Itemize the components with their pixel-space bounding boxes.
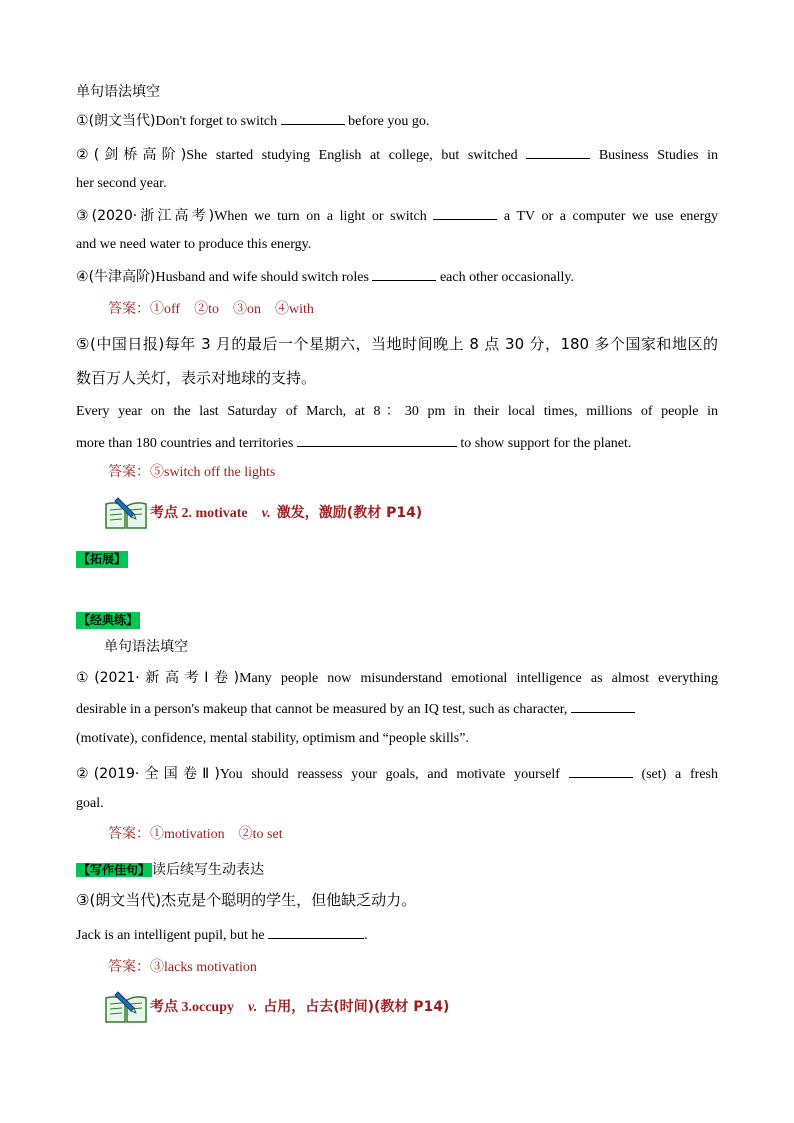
fill-blank[interactable] <box>297 432 457 447</box>
q-text: Don't forget to switch <box>155 114 281 129</box>
fill-blank[interactable] <box>372 266 436 281</box>
q-text: to show support for the planet. <box>456 436 632 451</box>
question-1 <box>76 110 718 132</box>
kaodian-title <box>150 502 422 522</box>
question-2-2 <box>76 763 718 785</box>
q-text: more than 180 countries and territories <box>76 436 297 451</box>
question-2-1 <box>76 668 718 689</box>
q-text: (set) a fresh <box>632 767 718 782</box>
q-text: You should reassess your goals, and motivate yourself <box>219 767 569 782</box>
q-text: each other occasionally. <box>436 270 574 285</box>
q-num: ⑤ <box>76 335 90 353</box>
q-text: She started studying English at college, but switched <box>186 148 527 163</box>
question-w3-zh <box>76 890 718 910</box>
q-source: (朗文当代) <box>88 113 156 129</box>
q-num: ① <box>76 671 95 686</box>
q-source: (朗文当代) <box>89 891 162 909</box>
question-2-2-cont: goal. <box>76 796 104 811</box>
q-text: When we turn on a light or switch <box>214 209 434 224</box>
q-num: ② <box>76 767 94 782</box>
q-num: ③ <box>76 209 92 224</box>
question-2-1-cont <box>76 698 718 720</box>
fill-blank[interactable] <box>433 205 497 220</box>
question-2 <box>76 144 718 166</box>
fill-blank[interactable] <box>526 144 590 159</box>
kaodian-meaning: 占用，占去(时间)(教材 P14) <box>263 999 450 1015</box>
q-source: (2019·全国卷Ⅱ) <box>93 766 220 782</box>
kaodian-meaning: 激发，激励(教材 P14) <box>276 505 423 521</box>
q-num: ③ <box>76 891 90 909</box>
fill-blank[interactable] <box>571 698 635 713</box>
q-text: 杰克是个聪明的学生，但他缺乏动力。 <box>161 891 417 909</box>
q-text: Husband and wife should switch roles <box>155 270 373 285</box>
q-num: ④ <box>76 270 89 285</box>
kaodian-word: 考点 2. motivate <box>150 506 248 521</box>
q-text: a TV or a computer we use energy <box>497 209 718 224</box>
question-w3-en <box>76 924 718 946</box>
answer-line: 答案：①motivation ②to set <box>108 827 283 842</box>
answer-line: 答案：①off ②to ③on ④with <box>108 302 314 317</box>
q-source: (中国日报) <box>89 335 165 353</box>
writing-heading <box>76 860 718 881</box>
answer-line: 答案：⑤switch off the lights <box>108 465 276 480</box>
answer-line: 答案：③lacks motivation <box>108 960 257 975</box>
q-num: ① <box>76 114 89 129</box>
q-text: before you go. <box>344 114 430 129</box>
q-text: 每年 3 月的最后一个星期六，当地时间晚上 8 点 30 分，180 多个国家和地区的 <box>164 335 718 353</box>
question-3 <box>76 205 718 227</box>
question-4 <box>76 266 718 288</box>
kaodian-word: 考点 3.occupy <box>150 1000 234 1015</box>
book-pencil-icon <box>104 496 148 530</box>
tag-expand: 【拓展】 <box>78 552 127 566</box>
fill-blank[interactable] <box>569 763 633 778</box>
kaodian-title <box>150 996 449 1016</box>
question-5-zh <box>76 334 718 354</box>
section-heading: 单句语法填空 <box>76 84 160 100</box>
q-text: Business Studies in <box>590 148 718 163</box>
question-2-1-cont2: (motivate), confidence, mental stability, optimism and “people skills”. <box>76 731 469 746</box>
section-heading: 单句语法填空 <box>104 639 188 655</box>
book-pencil-icon <box>104 990 148 1024</box>
tag-classic: 【经典练】 <box>78 613 139 627</box>
q-source: (剑桥高阶) <box>93 147 187 163</box>
question-5-en-cont <box>76 432 718 454</box>
q-text: Many people now misunderstand emotional intelligence as almost everything <box>239 671 718 686</box>
question-3-cont: and we need water to produce this energy. <box>76 237 312 252</box>
question-5-en: Every year on the last Saturday of March, at 8：30 pm in their local times, millions of people in <box>76 404 718 419</box>
question-2-cont: her second year. <box>76 176 167 191</box>
q-text: Jack is an intelligent pupil, but he <box>76 928 269 943</box>
q-text: . <box>364 928 368 943</box>
part-of-speech: v. <box>261 506 271 521</box>
fill-blank[interactable] <box>281 110 345 125</box>
q-source: (2020·浙江高考) <box>91 208 215 224</box>
q-text: desirable in a person's makeup that cannot be measured by an IQ test, such as character, <box>76 702 568 717</box>
part-of-speech: v. <box>248 1000 258 1015</box>
q-source: (牛津高阶) <box>88 269 156 285</box>
tag-writing: 【写作佳句】 <box>78 863 151 877</box>
fill-blank[interactable] <box>268 924 364 939</box>
writing-title: 读后续写生动表达 <box>152 862 265 878</box>
q-num: ② <box>76 148 94 163</box>
q-source: (2021·新高考Ⅰ卷) <box>94 670 240 686</box>
question-5-zh-cont: 数百万人关灯，表示对地球的支持。 <box>76 369 317 387</box>
